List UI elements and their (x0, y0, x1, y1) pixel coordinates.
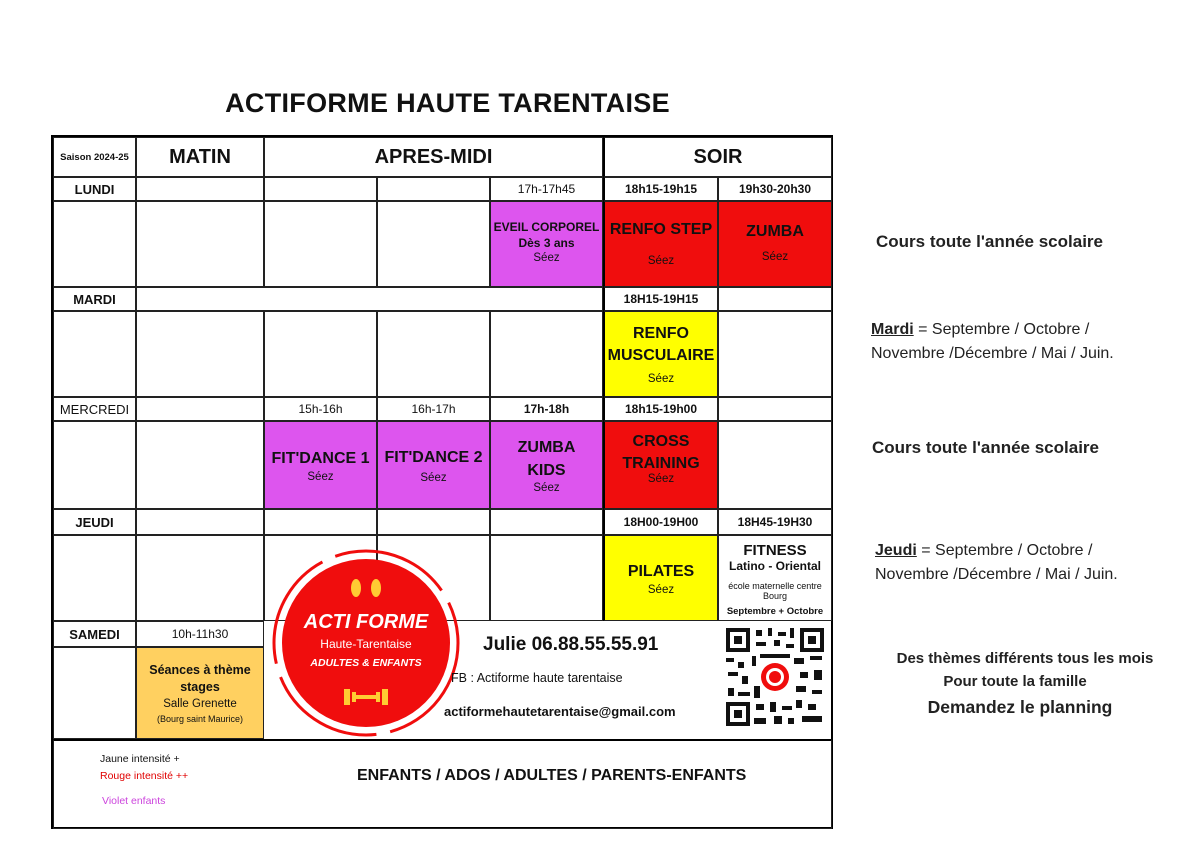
note-jeudi: Jeudi = Septembre / Octobre / Novembre /Décembre / Mai / Juin. (875, 542, 1118, 583)
empty-cell (264, 509, 377, 535)
lundi-time-3: 19h30-20h30 (718, 177, 832, 201)
header-soir: SOIR (603, 137, 832, 177)
empty-cell (718, 421, 832, 509)
empty-cell (377, 509, 490, 535)
class-renfo-step: RENFO STEP Séez (603, 201, 718, 287)
empty-cell (136, 509, 264, 535)
empty-cell (264, 311, 377, 397)
empty-cell (136, 311, 264, 397)
mercredi-time-4: 18h15-19h00 (603, 397, 718, 421)
class-eveil-corporel: EVEIL CORPOREL Dès 3 ans Séez (490, 201, 603, 287)
mercredi-time-3: 17h-18h (490, 397, 603, 421)
season-label: Saison 2024-25 (53, 137, 136, 177)
note-themes-2: Pour toute la famille (943, 673, 1087, 690)
legend-violet: Violet enfants (102, 795, 166, 807)
empty-cell (718, 287, 832, 311)
empty-cell (136, 177, 264, 201)
contact-phone: Julie 06.88.55.55.91 (483, 634, 659, 655)
logo-line2: Haute-Tarentaise (320, 637, 412, 651)
header-apres-midi: APRES-MIDI (264, 137, 603, 177)
class-pilates: PILATES Séez (603, 535, 718, 621)
audience-label: ENFANTS / ADOS / ADULTES / PARENTS-ENFANTS (357, 767, 747, 784)
class-zumba: ZUMBA Séez (718, 201, 832, 287)
day-jeudi: JEUDI (53, 509, 136, 535)
jeudi-time-2: 18H45-19H30 (718, 509, 832, 535)
empty-cell (53, 647, 136, 739)
day-mercredi: MERCREDI (53, 397, 136, 421)
day-lundi: LUNDI (53, 177, 136, 201)
page-title: ACTIFORME HAUTE TARENTAISE (225, 88, 670, 118)
contact-facebook: FB : Actiforme haute tarentaise (451, 671, 623, 685)
empty-cell (136, 397, 264, 421)
note-mercredi: Cours toute l'année scolaire (872, 438, 1099, 457)
empty-cell (490, 509, 603, 535)
day-samedi: SAMEDI (53, 621, 136, 647)
empty-cell (377, 311, 490, 397)
empty-cell (718, 311, 832, 397)
empty-cell (53, 311, 136, 397)
header-matin: MATIN (136, 137, 264, 177)
class-cross-training: CROSS TRAINING Séez (603, 421, 718, 509)
empty-cell (490, 311, 603, 397)
legend-red: Rouge intensité ++ (100, 770, 189, 782)
class-seances-theme: Séances à thème stages Salle Grenette (Bourg saint Maurice) (136, 647, 264, 739)
empty-cell (136, 535, 264, 621)
note-themes-1: Des thèmes différents tous les mois (896, 650, 1154, 667)
logo-line3: ADULTES & ENFANTS (310, 657, 422, 669)
class-zumba-kids: ZUMBA KIDS Séez (490, 421, 603, 509)
day-mardi: MARDI (53, 287, 136, 311)
class-fitdance-1: FIT'DANCE 1 Séez (264, 421, 377, 509)
legend-yellow: Jaune intensité + (100, 753, 180, 765)
empty-cell (136, 201, 264, 287)
note-themes-3: Demandez le planning (927, 697, 1113, 717)
samedi-time-1: 10h-11h30 (136, 621, 264, 647)
empty-cell (53, 421, 136, 509)
empty-cell (136, 421, 264, 509)
empty-cell (53, 535, 136, 621)
empty-cell (377, 201, 490, 287)
mercredi-time-1: 15h-16h (264, 397, 377, 421)
jeudi-time-1: 18H00-19H00 (603, 509, 718, 535)
empty-cell (264, 177, 377, 201)
empty-cell (136, 287, 603, 311)
lundi-time-1: 17h-17h45 (490, 177, 603, 201)
empty-cell (377, 177, 490, 201)
empty-cell (718, 397, 832, 421)
empty-cell (53, 201, 136, 287)
class-fitdance-2: FIT'DANCE 2 Séez (377, 421, 490, 509)
empty-cell (264, 201, 377, 287)
contact-email: actiformehautetarentaise@gmail.com (444, 704, 676, 719)
note-mardi: Mardi = Septembre / Octobre / Novembre /Décembre / Mai / Juin. (871, 321, 1114, 362)
class-renfo-musculaire: RENFO MUSCULAIRE Séez (603, 311, 718, 397)
qr-code-icon[interactable] (724, 626, 826, 728)
mardi-time-1: 18H15-19H15 (603, 287, 718, 311)
note-lundi: Cours toute l'année scolaire (876, 232, 1103, 251)
class-fitness: FITNESS Latino - Oriental école maternelle centre Bourg Septembre + Octobre (718, 535, 832, 621)
logo-line1: ACTI FORME (303, 611, 429, 633)
mercredi-time-2: 16h-17h (377, 397, 490, 421)
lundi-time-2: 18h15-19h15 (603, 177, 718, 201)
empty-cell (490, 535, 603, 621)
